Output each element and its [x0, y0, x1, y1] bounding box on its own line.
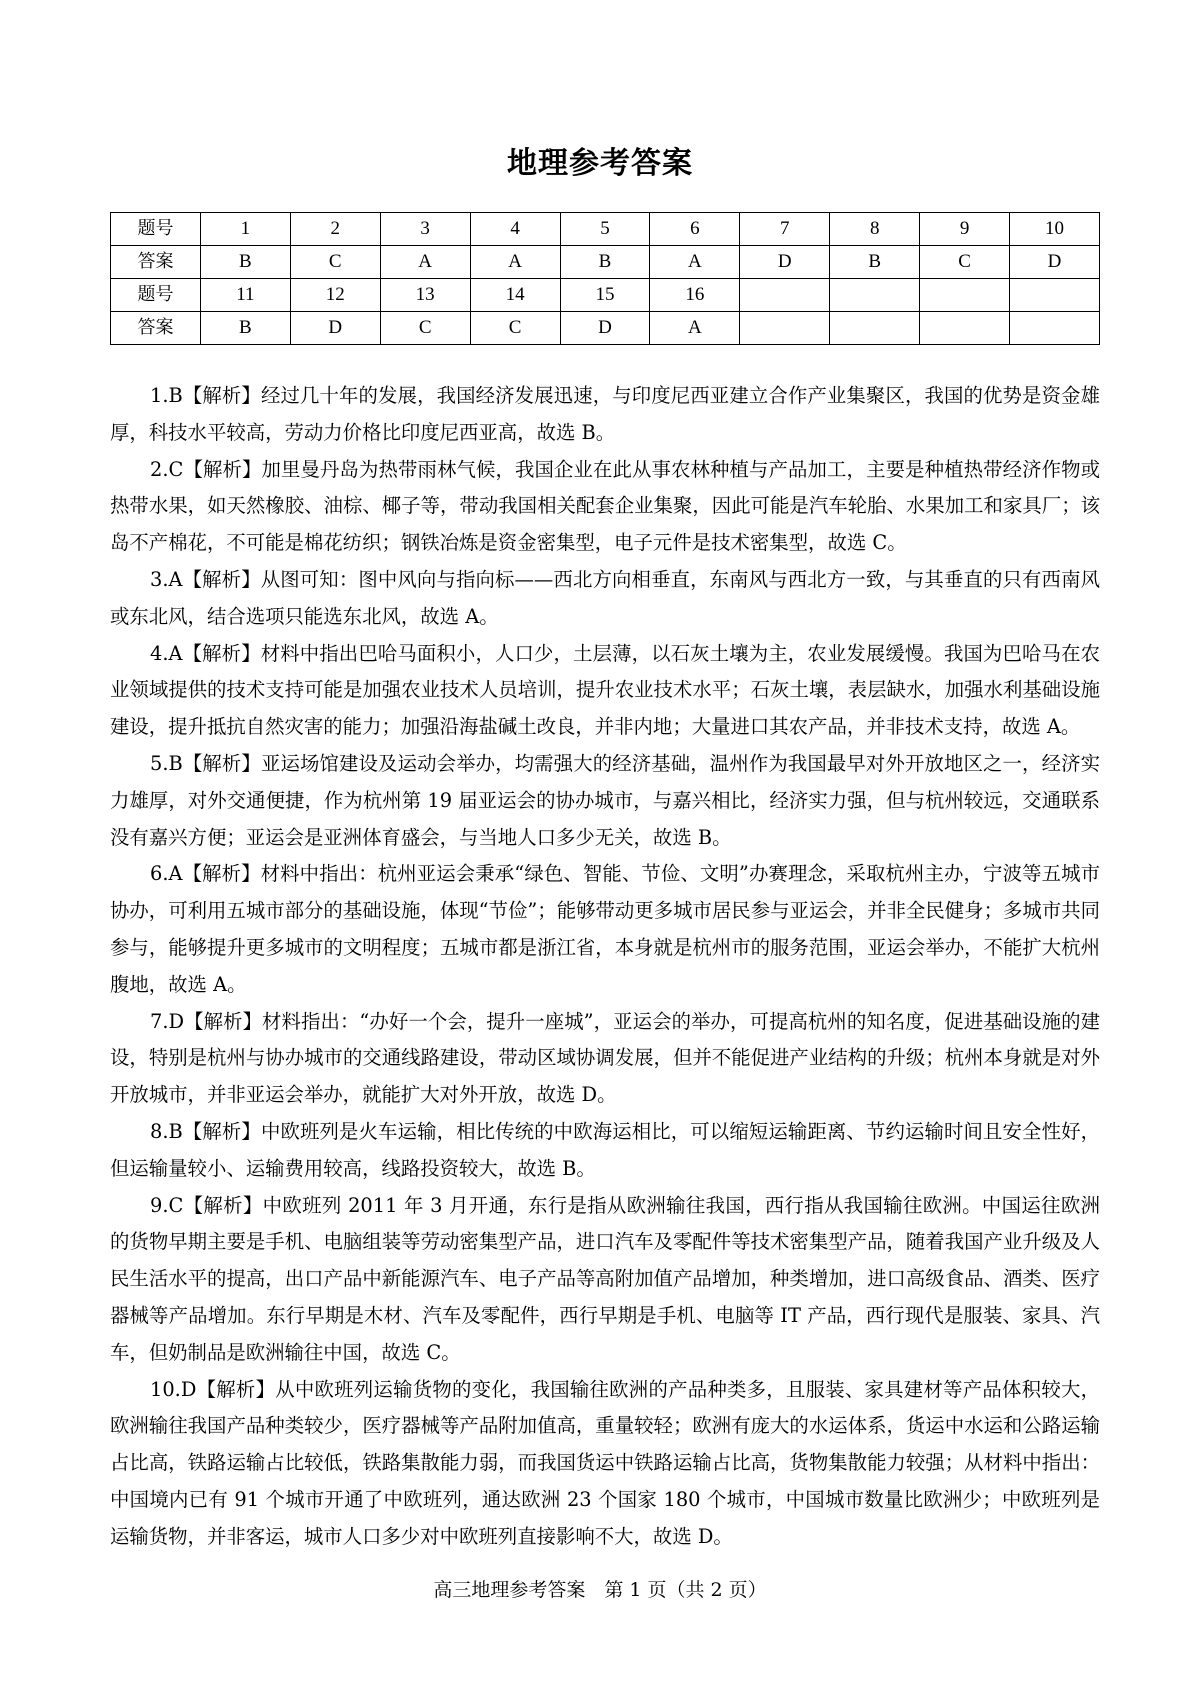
table-cell: A [650, 312, 740, 345]
table-cell: 4 [470, 213, 560, 246]
table-cell [740, 312, 830, 345]
row-label: 答案 [111, 312, 201, 345]
table-cell: 3 [380, 213, 470, 246]
explanation-paragraph: 5.B【解析】亚运场馆建设及运动会举办，均需强大的经济基础，温州作为我国最早对外开放地区之一，经济实力雄厚，对外交通便捷，作为杭州第 19 届亚运会的协办城市，与嘉兴相比，经济实力强，但与杭州较远，交通联系没有嘉兴方便；亚运会是亚洲体育盛会，与当地人口多少无关，故选 B。 [110, 751, 1100, 849]
table-cell: D [740, 246, 830, 279]
table-cell: 2 [290, 213, 380, 246]
explanation-paragraph: 2.C【解析】加里曼丹岛为热带雨林气候，我国企业在此从事农林种植与产品加工，主要是种植热带经济作物或热带水果，如天然橡胶、油棕、椰子等，带动我国相关配套企业集聚，因此可能是汽车轮胎、水果加工和家具厂；该岛不产棉花，不可能是棉花纺织；钢铁冶炼是资金密集型，电子元件是技术密集型，故选 C。 [110, 457, 1100, 555]
explanation-paragraph: 1.B【解析】经过几十年的发展，我国经济发展迅速，与印度尼西亚建立合作产业集聚区，我国的优势是资金雄厚，科技水平较高，劳动力价格比印度尼西亚高，故选 B。 [110, 384, 1100, 444]
answer-table-row [111, 213, 1100, 246]
explanation-paragraph: 8.B【解析】中欧班列是火车运输，相比传统的中欧海运相比，可以缩短运输距离、节约运输时间且安全性好，但运输量较小、运输费用较高，线路投资较大，故选 B。 [110, 1119, 1100, 1180]
table-cell: 7 [740, 213, 830, 246]
explanation-paragraph: 9.C【解析】中欧班列 2011 年 3 月开通，东行是指从欧洲输往我国，西行指从我国输往欧洲。中国运往欧洲的货物早期主要是手机、电脑组装等劳动密集型产品，进口汽车及零配件等技术密集型产品，随着我国产业升级及人民生活水平的提高，出口产品中新能源汽车、电子产品等高附加值产品增加，种类增加，进口高级食品、酒类、医疗器械等产品增加。东行早期是木材、汽车及零配件，西行早期是手机、电脑等 IT 产品，西行现代是服装、家具、汽车，但奶制品是欧洲输往中国，故选 C。 [110, 1193, 1100, 1364]
explanations-section [110, 378, 1100, 1556]
answer-table-row [111, 246, 1100, 279]
row-label: 答案 [111, 246, 201, 279]
table-cell: D [1010, 246, 1100, 279]
table-cell [1010, 279, 1100, 312]
table-cell: A [650, 246, 740, 279]
table-cell: 9 [920, 213, 1010, 246]
explanation-paragraph: 6.A【解析】材料中指出：杭州亚运会秉承“绿色、智能、节俭、文明”办赛理念，采取杭州主办，宁波等五城市协办，可利用五城市部分的基础设施，体现“节俭”；能够带动更多城市居民参与亚运会，并非全民健身；多城市共同参与，能够提升更多城市的文明程度；五城市都是浙江省，本身就是杭州市的服务范围，亚运会举办，不能扩大杭州腹地，故选 A。 [110, 862, 1100, 996]
table-cell: A [470, 246, 560, 279]
answer-table-row [111, 312, 1100, 345]
answer-table-row [111, 279, 1100, 312]
page-footer: 高三地理参考答案 第 1 页（共 2 页） [433, 1579, 767, 1601]
table-cell: D [290, 312, 380, 345]
table-cell: 8 [830, 213, 920, 246]
table-cell: 11 [200, 279, 290, 312]
table-cell: B [560, 246, 650, 279]
table-cell [920, 279, 1010, 312]
explanation-paragraph: 3.A【解析】从图可知：图中风向与指向标——西北方向相垂直，东南风与西北方一致，与其垂直的只有西南风或东北风，结合选项只能选东北风，故选 A。 [110, 567, 1100, 628]
table-cell: D [560, 312, 650, 345]
table-cell: 6 [650, 213, 740, 246]
table-cell: C [290, 246, 380, 279]
table-cell: B [200, 312, 290, 345]
table-cell [740, 279, 830, 312]
answer-table [110, 212, 1100, 345]
explanation-paragraph: 4.A【解析】材料中指出巴哈马面积小，人口少，土层薄，以石灰土壤为主，农业发展缓慢。我国为巴哈马在农业领域提供的技术支持可能是加强农业技术人员培训，提升农业技术水平；石灰土壤，表层缺水，加强水利基础设施建设，提升抵抗自然灾害的能力；加强沿海盐碱土改良，并非内地；大量进口其农产品，并非技术支持，故选 A。 [110, 641, 1100, 739]
row-label: 题号 [111, 279, 201, 312]
table-cell: 10 [1010, 213, 1100, 246]
table-cell [830, 312, 920, 345]
table-cell: C [470, 312, 560, 345]
table-cell: 13 [380, 279, 470, 312]
table-cell: 16 [650, 279, 740, 312]
table-cell: C [920, 246, 1010, 279]
table-cell [830, 279, 920, 312]
table-cell: 15 [560, 279, 650, 312]
table-cell: 12 [290, 279, 380, 312]
table-cell: 5 [560, 213, 650, 246]
explanation-paragraph: 7.D【解析】材料指出：“办好一个会，提升一座城”，亚运会的举办，可提高杭州的知名度，促进基础设施的建设，特别是杭州与协办城市的交通线路建设，带动区域协调发展，但并不能促进产业结构的升级；杭州本身就是对外开放城市，并非亚运会举办，就能扩大对外开放，故选 D。 [110, 1009, 1100, 1107]
table-cell [1010, 312, 1100, 345]
table-cell: 1 [200, 213, 290, 246]
explanation-paragraph: 10.D【解析】从中欧班列运输货物的变化，我国输往欧洲的产品种类多，且服装、家具建材等产品体积较大，欧洲输往我国产品种类较少，医疗器械等产品附加值高，重量较轻；欧洲有庞大的水运体系，货运中水运和公路运输占比高，铁路运输占比较低，铁路集散能力弱，而我国货运中铁路运输占比高，货物集散能力较强；从材料中指出：中国境内已有 91 个城市开通了中欧班列，通达欧洲 23 个国家 180 个城市，中国城市数量比欧洲少；中欧班列是运输货物，并非客运，城市人口多少对中欧班列直接影响不大，故选 D。 [110, 1377, 1100, 1548]
table-cell: B [830, 246, 920, 279]
table-cell: 14 [470, 279, 560, 312]
table-cell [920, 312, 1010, 345]
table-cell: C [380, 312, 470, 345]
table-cell: B [200, 246, 290, 279]
page-title: 地理参考答案 [507, 146, 693, 181]
table-cell: A [380, 246, 470, 279]
row-label: 题号 [111, 213, 201, 246]
